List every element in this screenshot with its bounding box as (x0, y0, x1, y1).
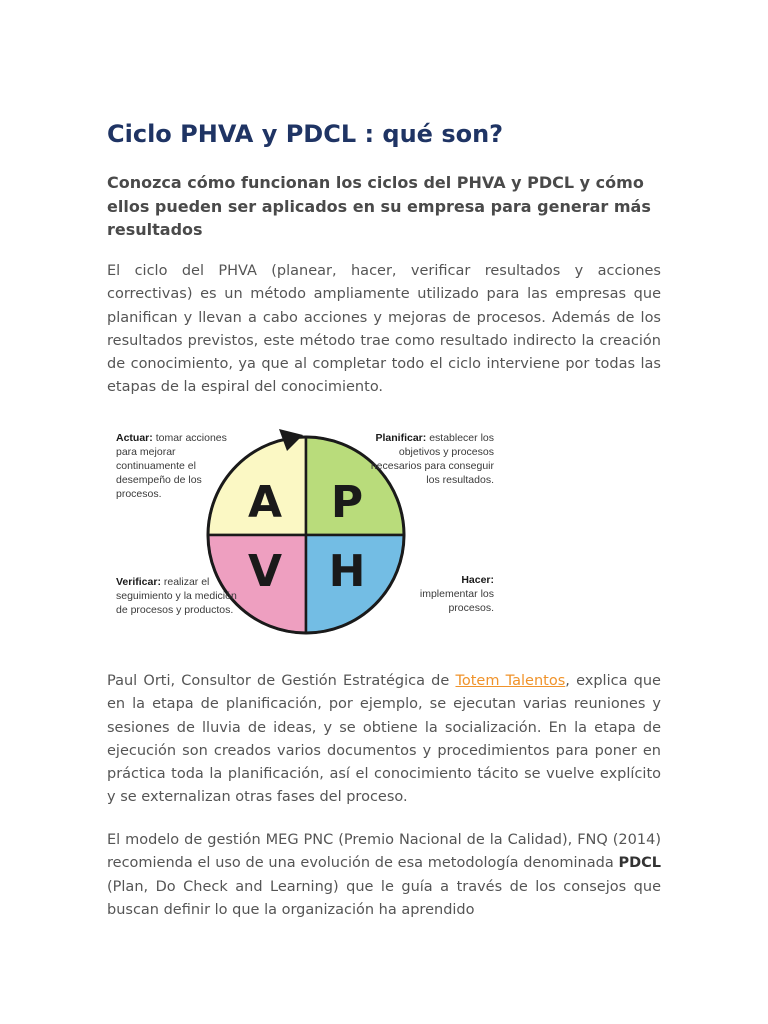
pdcl-paragraph (107, 829, 661, 922)
phva-cycle-diagram (107, 418, 507, 648)
planificar-label: Planificar: (375, 432, 427, 444)
actuar-text: tomar acciones para mejorar continuamente el desempeño de los procesos. (116, 432, 227, 500)
verificar-note (116, 575, 241, 617)
verificar-text: realizar el seguimiento y la medición de procesos y productos. (116, 576, 237, 616)
actuar-note (116, 431, 241, 501)
hacer-text: implementar los procesos. (419, 588, 494, 614)
verificar-label: Verificar: (116, 576, 161, 588)
quadrant-h-letter: H (328, 546, 366, 597)
pdcl-paragraph-start: El modelo de gestión MEG PNC (Premio Nacional de la Calidad), FNQ (2014) recomienda el uso de una evolución de esa metodología denominada (107, 832, 661, 872)
page-title: Ciclo PHVA y PDCL : qué son? (107, 120, 504, 148)
pdcl-paragraph-end: (Plan, Do Check and Learning) que le guía a través de los consejos que buscan definir lo que la organización ha aprendido (107, 878, 661, 918)
orti-paragraph (107, 670, 661, 810)
pdcl-term: PDCL (618, 855, 661, 872)
orti-paragraph-end: , explica que en la etapa de planificación, por ejemplo, se ejecutan varias reuniones y sesiones de lluvia de ideas, y se obtiene la socialización. En la etapa de ejecución son creados varios documentos y procedimientos para poner en práctica toda la planificación, así el conocimiento tácito se vuelve explícito y se externalizan otras fases del proceso. (107, 673, 661, 806)
totem-talentos-link[interactable]: Totem Talentos (455, 673, 566, 689)
planificar-note (369, 431, 494, 487)
quadrant-v-letter: V (247, 546, 283, 597)
orti-paragraph-start: Paul Orti, Consultor de Gestión Estratégica de (107, 673, 456, 689)
intro-paragraph: El ciclo del PHVA (planear, hacer, verificar resultados y acciones correctivas) es un método ampliamente utilizado para las empresas que planifican y llevan a cabo acciones y mejoras de procesos. Además de los resultados previstos, este método trae como resultado indirecto la creación de conocimiento, ya que al completar todo el ciclo interviene por todas las etapas de la espiral del conocimiento. (107, 263, 661, 396)
hacer-label: Hacer: (461, 574, 494, 586)
hacer-note (387, 573, 494, 615)
quadrant-a-letter: A (247, 477, 283, 528)
actuar-label: Actuar: (116, 432, 153, 444)
planificar-text: establecer los objetivos y procesos necesarios para conseguir los resultados. (370, 432, 494, 486)
article-subtitle: Conozca cómo funcionan los ciclos del PHVA y PDCL y cómo ellos pueden ser aplicados en su empresa para generar más resultados (107, 173, 651, 239)
quadrant-p-letter: P (330, 477, 364, 528)
